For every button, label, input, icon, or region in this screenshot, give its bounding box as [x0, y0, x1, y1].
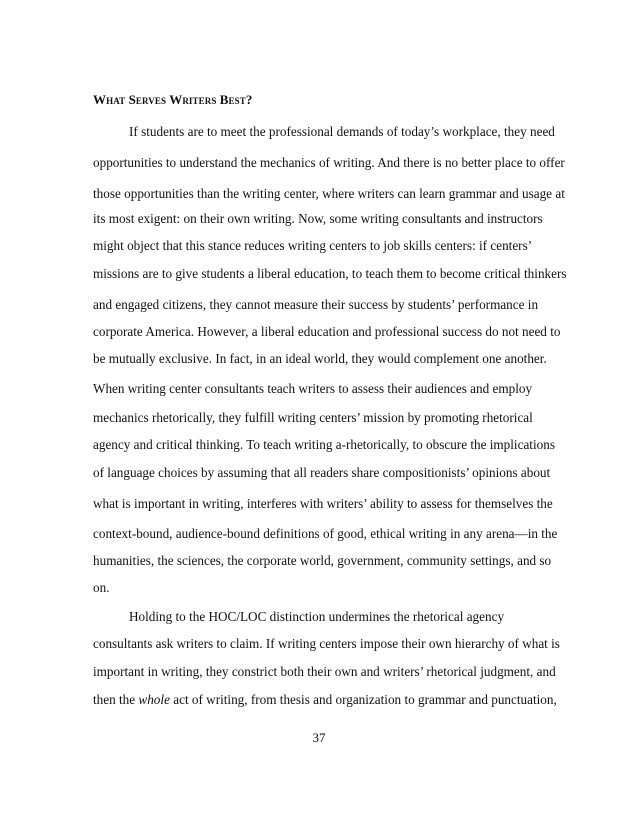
text-line: on. — [93, 580, 110, 595]
section-heading: What Serves Writers Best? — [93, 92, 253, 107]
text-line: might object that this stance reduces writing centers to job skills centers: if centers’ — [93, 238, 533, 253]
text-line: humanities, the sciences, the corporate world, government, community settings, and so — [93, 553, 552, 568]
text-line: and engaged citizens, they cannot measure their success by students’ performance in — [93, 297, 539, 312]
text-line: Holding to the HOC/LOC distinction undermines the rhetorical agency — [129, 609, 505, 624]
text-line: what is important in writing, interferes with writers’ ability to assess for themselves the — [93, 496, 553, 511]
text-line: corporate America. However, a liberal education and professional success do not need to — [93, 324, 561, 339]
text-line: of language choices by assuming that all readers share compositionists’ opinions about — [93, 465, 551, 480]
text-run: then the — [93, 692, 139, 707]
text-line: When writing center consultants teach writers to assess their audiences and employ — [93, 381, 533, 396]
emphasized-word: whole — [138, 692, 170, 707]
text-line: important in writing, they constrict both their own and writers’ rhetorical judgment, and — [93, 664, 556, 679]
text-line: context-bound, audience-bound definitions of good, ethical writing in any arena—in the — [93, 526, 558, 541]
text-run: act of writing, from thesis and organization to grammar and punctuation, — [169, 692, 557, 707]
text-line: missions are to give students a liberal education, to teach them to become critical thinkers — [93, 266, 567, 281]
text-line: its most exigent: on their own writing. Now, some writing consultants and instructors — [93, 211, 543, 226]
text-line-with-emphasis — [93, 692, 557, 708]
page-number: 37 — [312, 730, 326, 745]
text-line: mechanics rhetorically, they fulfill writing centers’ mission by promoting rhetorical — [93, 410, 533, 425]
text-line: those opportunities than the writing center, where writers can learn grammar and usage at — [93, 186, 565, 201]
text-line: consultants ask writers to claim. If writing centers impose their own hierarchy of what is — [93, 636, 560, 651]
text-line: agency and critical thinking. To teach writing a-rhetorically, to obscure the implications — [93, 437, 555, 452]
text-line: If students are to meet the professional demands of today’s workplace, they need — [129, 124, 555, 139]
text-line: be mutually exclusive. In fact, in an ideal world, they would complement one another. — [93, 351, 547, 366]
text-line: opportunities to understand the mechanics of writing. And there is no better place to offer — [93, 155, 565, 170]
